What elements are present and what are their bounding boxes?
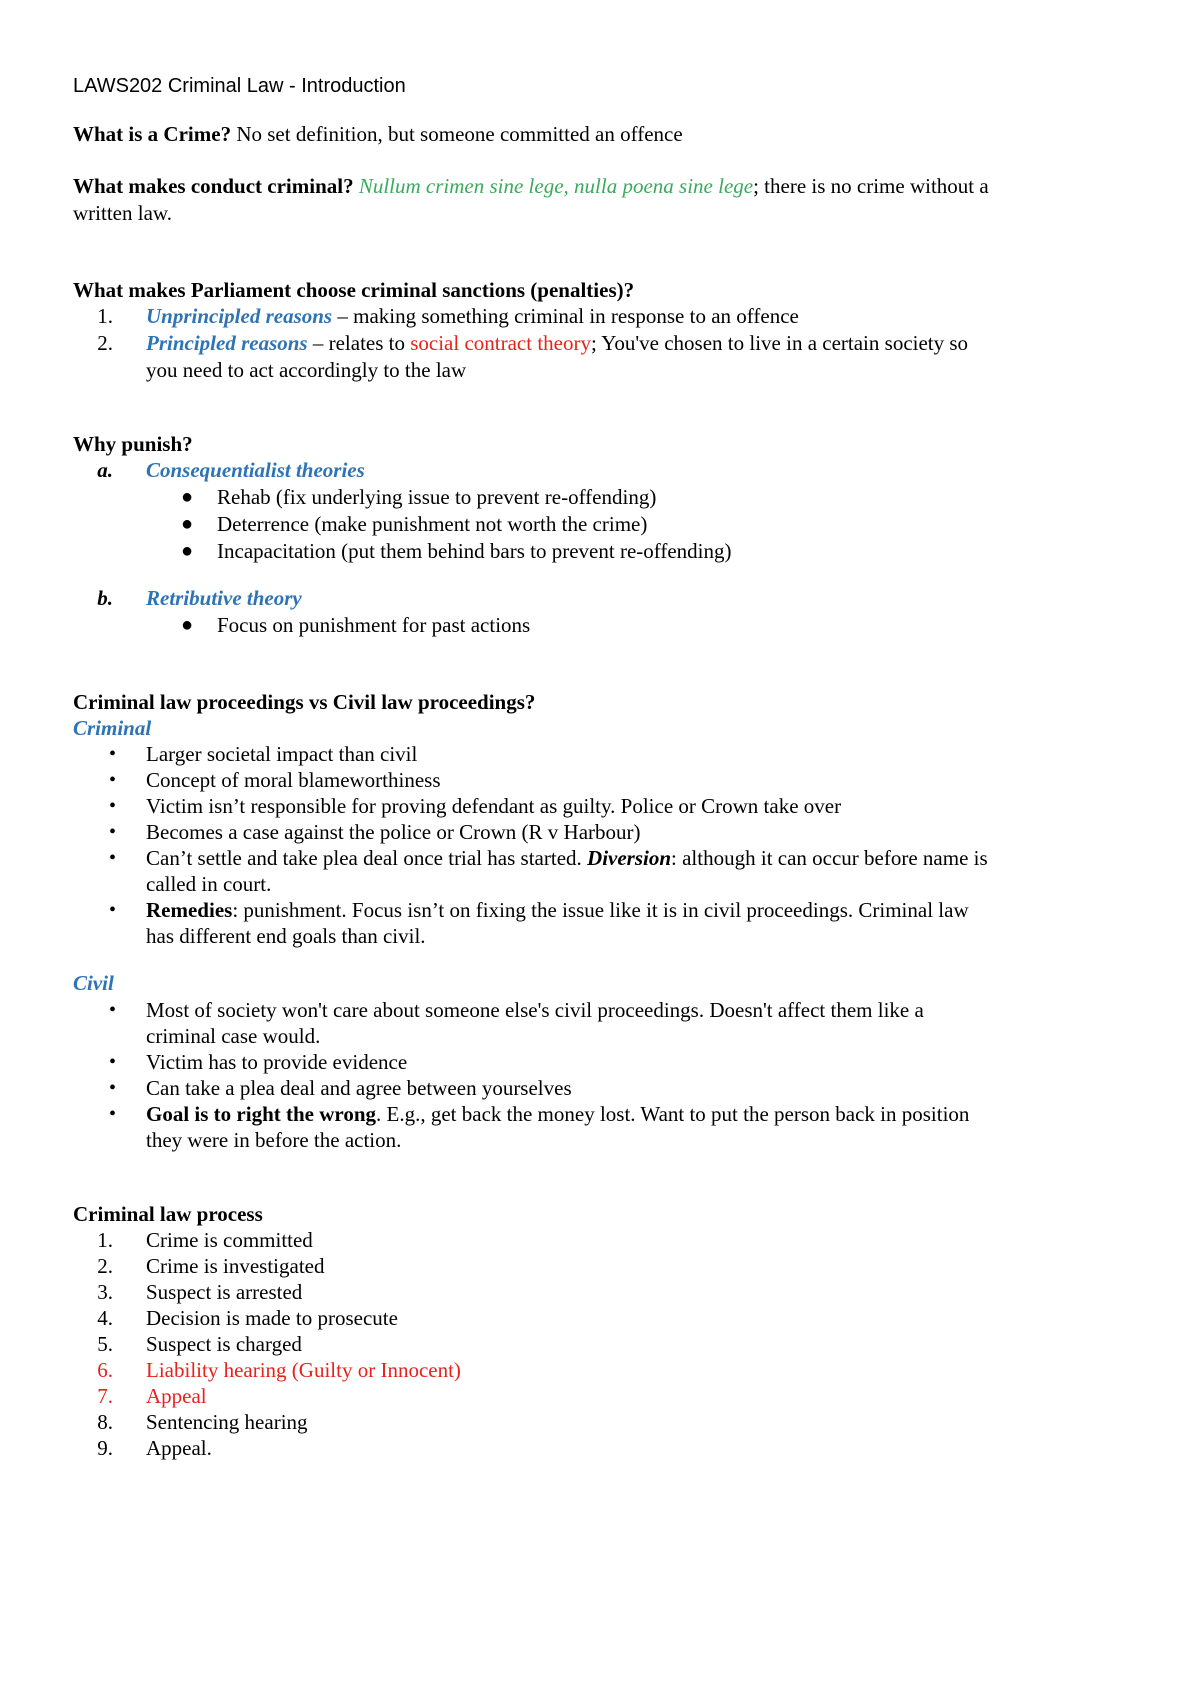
list-text: Appeal: [146, 1384, 207, 1408]
list-text: Decision is made to prosecute: [146, 1306, 398, 1330]
conduct-question: What makes conduct criminal?: [73, 174, 354, 198]
remedies-term: Remedies: [146, 898, 233, 922]
parliament-question: What makes Parliament choose criminal sanctions (penalties)?: [73, 278, 635, 302]
list-letter: a.: [97, 458, 113, 482]
bullet-icon: ●: [181, 513, 194, 535]
criminal-list: • Larger societal impact than civil • Concept of moral blameworthiness • Victim isn’t responsible for proving defendant as guilty. Police or Crown take over • Becomes a case against the police or Crown (R v Harbour) • Can’t settle and take plea deal once trial has started. Diversion: although it can occur before name is called in court. • Remedies: punishment. Focus isn’t on fixing the issue like it is in civil proceedings. Criminal law has different end goals than civil.: [109, 742, 988, 948]
item-heading: Consequentialist theories: [146, 458, 365, 482]
latin-maxim: Nullum crimen sine lege, nulla poena sine lege: [358, 174, 754, 198]
bullet-icon: •: [109, 769, 117, 791]
item-heading: Retributive theory: [146, 586, 302, 610]
process-heading: Criminal law process: [73, 1202, 263, 1226]
list-text: Appeal.: [146, 1436, 212, 1460]
bullet-icon: •: [109, 1103, 117, 1125]
bullet-icon: ●: [181, 486, 194, 508]
list-number: 5.: [97, 1332, 113, 1356]
list-number: 4.: [97, 1306, 113, 1330]
conduct-rest: ; there is no crime without a: [753, 174, 989, 198]
bullet-icon: •: [109, 821, 117, 843]
bullet-icon: •: [109, 999, 117, 1021]
list-text: Sentencing hearing: [146, 1410, 308, 1434]
conduct-paragraph: [73, 172, 1143, 200]
crime-question: What is a Crime?: [73, 122, 232, 146]
crime-paragraph: [73, 120, 1143, 148]
bullet-icon: •: [109, 743, 117, 765]
list-text: Crime is investigated: [146, 1254, 325, 1278]
list-number: 1.: [97, 1228, 113, 1252]
bullet-icon: •: [109, 1051, 117, 1073]
list-number: 2.: [97, 1254, 113, 1278]
process-list: [73, 1226, 1143, 1466]
red-highlight: social contract theory: [410, 331, 591, 355]
civil-heading: Civil: [73, 971, 114, 995]
goal-term: Goal is to right the wrong: [146, 1102, 377, 1126]
list-number: 9.: [97, 1436, 113, 1460]
list-text: Liability hearing (Guilty or Innocent): [146, 1358, 461, 1382]
crime-answer: No set definition, but someone committed an offence: [231, 122, 683, 146]
bullet-icon: •: [109, 1077, 117, 1099]
parliament-list: 1. Unprincipled reasons – making something criminal in response to an offence 2. Principled reasons – relates to social contract theory; You've chosen to live in a certain society so you need to act accordingly to the law: [73, 302, 1143, 386]
list-number: 8.: [97, 1410, 113, 1434]
item-heading: Principled reasons: [146, 331, 308, 355]
list-text: Suspect is charged: [146, 1332, 302, 1356]
bullet-icon: •: [109, 847, 117, 869]
conduct-paragraph-line2: written law.: [73, 201, 172, 225]
bullet-icon: •: [109, 795, 117, 817]
list-number: 7.: [97, 1384, 113, 1408]
item-text: – making something criminal in response to an offence: [332, 304, 799, 328]
page-title: LAWS202 Criminal Law - Introduction: [73, 75, 406, 97]
proceedings-question: Criminal law proceedings vs Civil law proceedings?: [73, 690, 536, 714]
diversion-term: Diversion: [587, 846, 672, 870]
list-text: Suspect is arrested: [146, 1280, 303, 1304]
item-text: ; You've chosen to live in a certain society so: [591, 331, 969, 355]
criminal-heading: Criminal: [73, 716, 152, 740]
bullet-icon: ●: [181, 540, 194, 562]
list-number: 6.: [97, 1358, 113, 1382]
bullet-icon: •: [109, 899, 117, 921]
list-number: 3.: [97, 1280, 113, 1304]
list-number: 2.: [97, 331, 113, 355]
list-letter: b.: [97, 586, 113, 610]
bullet-icon: ●: [181, 614, 194, 636]
list-number: 1.: [97, 304, 113, 328]
list-text: Crime is committed: [146, 1228, 313, 1252]
punish-question: Why punish?: [73, 432, 193, 456]
item-text: – relates to: [307, 331, 411, 355]
punish-list: a. Consequentialist theories ● Rehab (fix underlying issue to prevent re-offending) ● Deterrence (make punishment not worth the crime) ● Incapacitation (put them behind bars to prevent re-offending) b. Retributive theory ● Focus on punishment for past actions: [73, 456, 1143, 636]
civil-list: • Most of society won't care about someone else's civil proceedings. Doesn't affect them like a criminal case would. • Victim has to provide evidence • Can take a plea deal and agree between yourselves • Goal is to right the wrong. E.g., get back the money lost. Want to put the person back in position they were in before the action.: [109, 998, 970, 1152]
item-heading: Unprincipled reasons: [146, 304, 333, 328]
